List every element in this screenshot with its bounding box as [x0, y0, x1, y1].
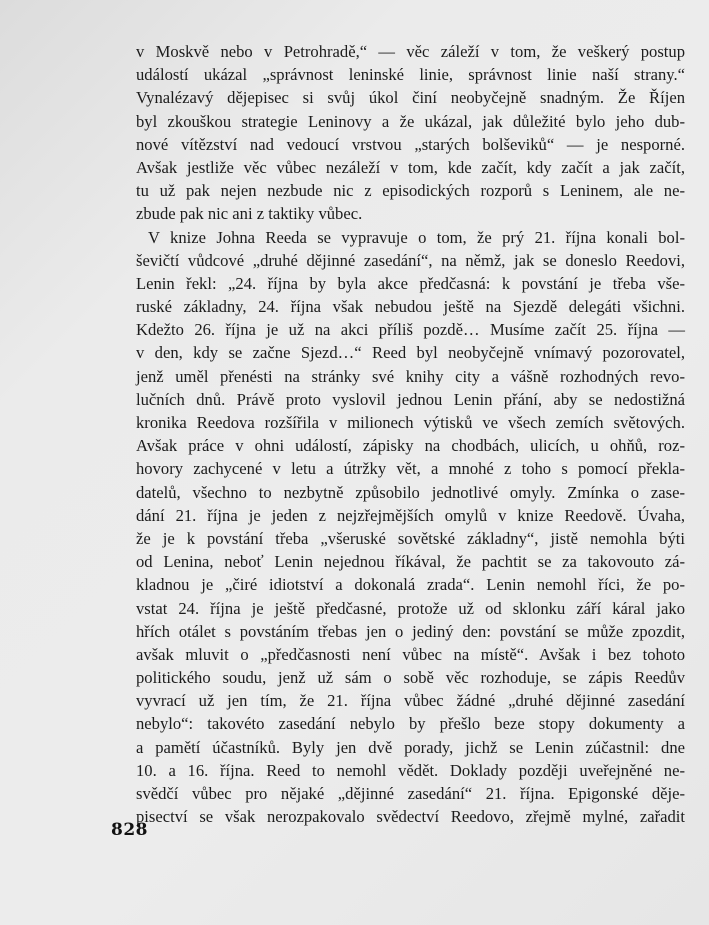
text-line: a pamětí účastníků. Byly jen dvě porady, jichž se Lenin zúčastnil: dne	[136, 737, 685, 757]
paragraph-1	[136, 40, 685, 226]
text-line: zbude pak nic ani z taktiky vůbec.	[136, 204, 363, 224]
text-line: politického soudu, jenž už sám o sobě věc rozhoduje, se zápis Reedův	[136, 668, 685, 688]
text-line: Avšak jestliže věc vůbec nezáleží v tom, kde začít, kdy začít a jak začít,	[136, 157, 685, 177]
text-line: Vynalézavý dějepisec si svůj úkol činí neobyčejně snadným. Že Říjen	[136, 88, 685, 108]
text-line: kronika Reedova rozšířila v milionech výtisků ve všech zemích světových.	[136, 413, 685, 432]
text-line: nebylo“: takovéto zasedání nebylo by přešlo beze stopy dokumenty a	[136, 714, 685, 734]
body-text	[136, 40, 685, 828]
text-line: ševičtí vůdcové „druhé dějinné zasedání“, na němž, jak se doneslo Reedovi,	[136, 250, 685, 270]
text-line: V knize Johna Reeda se vypravuje o tom, že prý 21. října konali bol-	[148, 227, 685, 247]
text-line: nové vítězství nad vedoucí vrstvou „starých bolševiků“ — je nesporné.	[136, 134, 685, 154]
text-line: vyvrací už jen tím, že 21. října vůbec žádné „druhé dějinné zasedání	[136, 691, 685, 711]
text-line: byl zkouškou strategie Leninovy a že ukázal, jak důležité bylo jeho dub-	[136, 111, 685, 131]
text-line: Avšak práce v ohni událostí, zápisky na chodbách, ulicích, u ohňů, roz-	[136, 436, 685, 456]
text-line: jenž uměl přenésti na stránky své knihy city a vášně rozhodných revo-	[136, 366, 685, 386]
text-line: kladnou je „čiré idiotství a dokonalá zrada“. Lenin nemohl říci, že po-	[136, 575, 685, 595]
text-line: od Lenina, neboť Lenin nejednou říkával, že pachtit se za takovouto zá-	[136, 552, 685, 572]
text-line: událostí ukázal „správnost leninské linie, správnost linie naší strany.“	[136, 65, 685, 85]
text-line: ruské základny, 24. října však nebudou ještě na Sjezdě delegáti všichni.	[136, 297, 685, 317]
text-line: datelů, všechno to nezbytně způsobilo jednotlivé omyly. Zmínka o zase-	[136, 482, 685, 502]
text-line: Kdežto 26. října je už na akci příliš pozdě… Musíme začít 25. října —	[136, 320, 685, 340]
text-line: 10. a 16. října. Reed to nemohl vědět. Doklady později uveřejněné ne-	[136, 760, 685, 780]
text-line: pisectví se však nerozpakovalo svědectví Reedovo, zřejmě mylné, zařadit	[136, 807, 685, 827]
text-line: Lenin řekl: „24. října by byla akce předčasná: k povstání je třeba vše-	[136, 273, 685, 293]
text-line: avšak mluvit o „předčasnosti není vůbec na místě“. Avšak i bez tohoto	[136, 644, 685, 664]
paragraph-2	[136, 226, 685, 829]
text-line: vstat 24. října je ještě předčasné, protože už od sklonku září káral jako	[136, 598, 685, 618]
text-line: dání 21. října je jeden z nejzřejmějších omylů v knize Reedově. Úvaha,	[136, 505, 685, 525]
text-line: v den, kdy se začne Sjezd…“ Reed byl neobyčejně vnímavý pozorovatel,	[136, 343, 685, 363]
text-line: že je k povstání třeba „všeruské sovětské základny“, jistě nemohla býti	[136, 528, 685, 548]
text-line: svědčí vůbec pro nějaké „dějinné zasedání“ 21. října. Epigonské děje-	[136, 784, 685, 803]
text-line: hřích otálet s povstáním třebas jen o jediný den: povstání se může zpozdit,	[136, 621, 685, 641]
text-line: hovory zachycené v letu a útržky vět, a mnohé z toho s pomocí překla-	[136, 459, 685, 479]
text-line: lučních dnů. Právě proto vyslovil jednou Lenin přání, aby se nedostižná	[136, 389, 685, 409]
text-line: v Moskvě nebo v Petrohradě,“ — věc záleží v tom, že veškerý postup	[136, 42, 685, 61]
text-line: tu už pak nejen nezbude nic z episodických rozporů s Leninem, ale ne-	[136, 181, 685, 201]
page-number: 828	[111, 820, 148, 840]
